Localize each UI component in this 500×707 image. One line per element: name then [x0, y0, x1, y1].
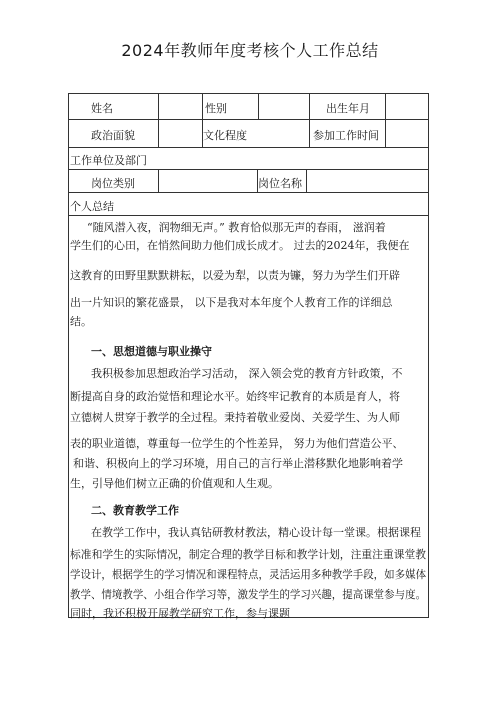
birth-date-label: 出生年月	[326, 102, 370, 115]
section-paragraph-line: 在教学工作中，我认真钻研教材教法，精心设计每一堂课。根据课程	[91, 526, 421, 539]
section-paragraph-line: 立德树人贯穿于教学的全过程。秉持着敬业爱岗、关爱学生、为人师	[70, 411, 400, 424]
section-paragraph-line: 学设计，根据学生的学习情况和课程特点，灵活运用多种教学手段，如多媒体	[70, 568, 427, 581]
section-paragraph-line: 和谐、积极向上的学习环境，用自己的言行举止潜移默化地影响着学	[73, 457, 403, 470]
political-status-label: 政治面貌	[91, 129, 135, 142]
name-label: 姓名	[91, 102, 113, 115]
row-divider	[69, 192, 428, 193]
summary-paragraph-line: 出一片知识的繁花盛景， 以下是我对本年度个人教育工作的详细总	[70, 296, 393, 309]
work-start-date-label: 参加工作时间	[313, 129, 379, 142]
col-divider	[158, 169, 159, 192]
gender-label: 性别	[205, 102, 227, 115]
post-type-label: 岗位类别	[91, 177, 135, 190]
summary-paragraph-line: 结。	[70, 315, 92, 328]
education-level-label: 文化程度	[203, 129, 247, 142]
section-paragraph-line: 表的职业道德，尊重每一位学生的个性差异， 努力为他们营造公平、	[70, 437, 404, 450]
row-divider	[69, 119, 428, 120]
summary-label: 个人总结	[70, 200, 114, 213]
assessment-form-table	[68, 93, 429, 618]
section-paragraph-line: 标准和学生的实际情况，制定合理的教学目标和教学计划，注重注重课堂教	[70, 548, 427, 561]
col-divider	[306, 169, 307, 192]
col-divider	[309, 94, 310, 147]
post-name-label: 岗位名称	[258, 177, 302, 190]
col-divider	[385, 94, 386, 147]
col-divider	[158, 94, 159, 147]
work-unit-label: 工作单位及部门	[70, 154, 147, 167]
section-paragraph-line: 教学、情境教学、小组合作学习等，激发学生的学习兴趣，提高课堂参与度。	[70, 588, 427, 601]
section-paragraph-line: 同时，我还积极开展教学研究工作，参与课题	[70, 607, 290, 620]
row-divider	[69, 169, 428, 170]
section-paragraph-line: 断提高自身的政治觉悟和理论水平。始终牢记教育的本质是育人，将	[70, 390, 400, 403]
summary-paragraph-line: “随风潜入夜，润物细无声。” 教育恰似那无声的春雨， 滋润着	[87, 221, 386, 234]
page-title: 2024年教师年度考核个人工作总结	[121, 41, 379, 60]
section-heading: 一、思想道德与职业操守	[91, 345, 212, 358]
section-heading: 二、教育教学工作	[91, 504, 179, 517]
row-divider	[69, 147, 428, 148]
summary-paragraph-line: 学生们的心田，在悄然间助力他们成长成才。 过去的2024年，我便在	[70, 239, 410, 252]
summary-paragraph-line: 这教育的田野里默默耕耘，以爱为犁，以责为镰，努力为学生们开辟	[70, 269, 400, 282]
col-divider	[258, 94, 259, 119]
row-divider	[69, 215, 428, 216]
section-paragraph-line: 生，引导他们树立正确的价值观和人生观。	[70, 477, 279, 490]
section-paragraph-line: 我积极参加思想政治学习活动， 深入领会党的教育方针政策，不	[91, 367, 403, 380]
